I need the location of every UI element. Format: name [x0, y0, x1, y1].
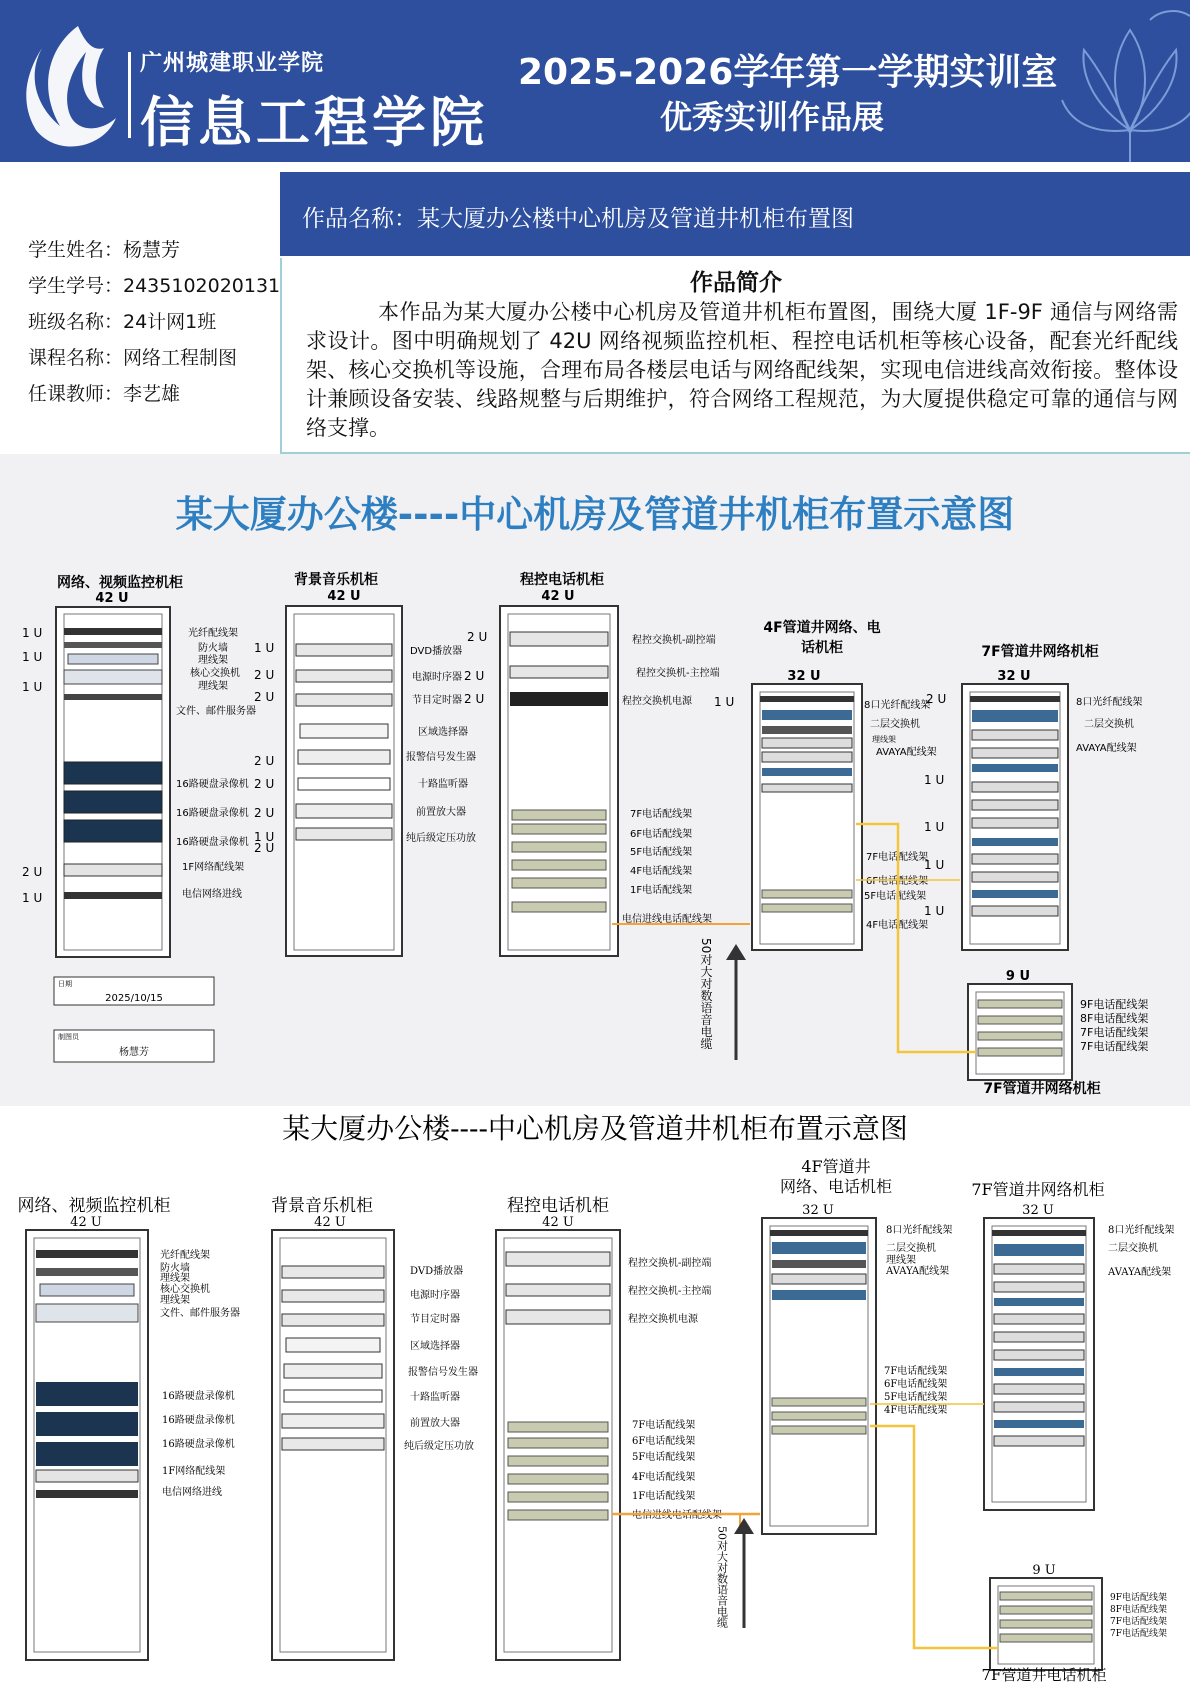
diagram-title: 某大厦办公楼----中心机房及管道井机柜布置示意图	[175, 493, 1015, 536]
cable-arrow-icon	[726, 944, 746, 1060]
cabinet-2	[272, 1230, 394, 1660]
cab5-labels	[1076, 695, 1142, 754]
cab4-name-line2: 话机柜	[801, 640, 843, 656]
cab1-size: 42 U	[70, 1215, 102, 1230]
cab2-size: 42 U	[314, 1215, 346, 1230]
cab3-label: 程控交换机-副控端	[632, 635, 716, 646]
cab5-label: 8口光纤配线架	[1076, 697, 1143, 708]
lotus-decoration-icon	[1060, 0, 1190, 162]
cab4-label: 5F电话配线架	[884, 1392, 948, 1403]
cab4-label: 6F电话配线架	[884, 1379, 948, 1390]
cable-label: 50对大对数语音电缆	[699, 938, 713, 1050]
cab2-label: 十路监听器	[410, 1392, 460, 1403]
intro-text: 本作品为某大厦办公楼中心机房及管道井机柜布置图，围绕大厦 1F-9F 通信与网络需求设计。图中明确规划了 42U 网络视频监控机柜、程控电话机柜等核心设备，配套光纤配线架、核心交换机等设施，合理布局各楼层电话与网络配线架，实现电信进线高效衔接。整体设计兼顾设备安装、线路规整与后期维护，符合网络工程规范，为大厦提供稳定可靠的通信与网络支撑。	[306, 300, 1178, 440]
cabinet-1	[56, 607, 170, 957]
u-mark: 1 U	[924, 773, 945, 787]
cabinet-6	[990, 1578, 1102, 1670]
cab4-size: 32 U	[787, 669, 821, 684]
u-mark: 2 U	[254, 841, 275, 855]
cabinet-6	[968, 984, 1072, 1080]
cab3-size: 42 U	[542, 1215, 574, 1230]
cab5-label: AVAYA配线架	[1108, 1267, 1172, 1278]
cab1-label: 1F网络配线架	[162, 1466, 226, 1477]
cab1-label: 16路硬盘录像机	[162, 1391, 235, 1402]
intro-heading: 作品简介	[690, 270, 782, 296]
u-mark: 2 U	[254, 754, 275, 768]
cab4-label: 二层交换机	[870, 719, 920, 730]
cabinet-3	[500, 606, 618, 956]
cab1-label: 理线架	[160, 1295, 190, 1306]
cab3-label: 6F电话配线架	[630, 829, 693, 840]
cab5-size: 32 U	[997, 669, 1031, 684]
cab4-label: 8口光纤配线架	[864, 700, 931, 711]
cab5-labels	[1107, 1223, 1174, 1278]
exhibition-subtitle: 优秀实训作品展	[660, 98, 885, 136]
cable-arrow-icon	[734, 1518, 754, 1628]
layout-diagram-serif	[0, 1108, 1190, 1683]
cab3-label: 5F电话配线架	[632, 1452, 696, 1463]
cab1-name: 网络、视频监控机柜	[17, 1196, 171, 1216]
cab1-label: 文件、邮件服务器	[176, 706, 256, 717]
cab4-name-line2: 网络、电话机柜	[779, 1177, 893, 1196]
student-id: 学生学号：2435102020131	[28, 275, 281, 297]
cab3-label: 电信进线电话配线架	[622, 914, 712, 925]
cab6-label: 8F电话配线架	[1080, 1012, 1149, 1025]
cab2-label: DVD播放器	[410, 1266, 464, 1277]
cab1-label: 16路硬盘录像机	[176, 779, 249, 790]
course-name: 课程名称：网络工程制图	[28, 347, 238, 369]
u-mark: 1 U	[22, 650, 43, 664]
u-mark: 2 U	[22, 865, 43, 879]
cabinet-2	[286, 606, 402, 956]
cab4-label: 5F电话配线架	[864, 891, 927, 902]
cab2-label: 区域选择器	[410, 1341, 460, 1352]
u-mark: 2 U	[254, 690, 275, 704]
cab3-label: 程控交换机电源	[622, 696, 692, 707]
u-mark: 1 U	[254, 641, 275, 655]
department-name: 信息工程学院	[140, 91, 488, 154]
u-mark: 2 U	[926, 692, 947, 706]
u-mark: 2 U	[467, 630, 488, 644]
cab5-label: AVAYA配线架	[1076, 743, 1137, 754]
cab5-size: 32 U	[1022, 1203, 1054, 1218]
layout-diagram-colored	[0, 454, 1190, 1106]
cabinet-3	[496, 1230, 620, 1660]
u-mark: 1 U	[22, 680, 43, 694]
cab4-label: 理线架	[886, 1255, 916, 1266]
cabinet-4	[752, 684, 862, 950]
drawer-value: 杨慧芳	[119, 1047, 149, 1058]
cab6-label: 7F电话配线架	[1110, 1629, 1167, 1639]
u-mark: 1 U	[22, 626, 43, 640]
cab3-label: 7F电话配线架	[630, 809, 693, 820]
cab5-label: 二层交换机	[1108, 1243, 1158, 1254]
cab6-label: 9F电话配线架	[1080, 998, 1149, 1011]
cab3-name: 程控电话机柜	[520, 572, 604, 588]
cab1-label: 理线架	[198, 681, 228, 692]
cab3-label: 4F电话配线架	[630, 866, 693, 877]
cab4-label: 7F电话配线架	[884, 1366, 948, 1377]
cabinet-5	[962, 684, 1068, 950]
cab2-label: 前置放大器	[410, 1418, 460, 1429]
cab1-label: 光纤配线架	[188, 628, 238, 639]
cab4-name-line1: 4F管道井网络、电	[763, 620, 881, 636]
cab3-label: 程控交换机-主控端	[636, 668, 720, 679]
cab6-name: 7F管道井网络机柜	[983, 1081, 1101, 1097]
cab4-size: 32 U	[802, 1203, 834, 1218]
cab2-label: 电源时序器	[412, 672, 462, 683]
work-title-bar	[280, 172, 1190, 256]
u-mark: 2 U	[464, 692, 485, 706]
cab4-labels	[884, 1223, 952, 1416]
diagram2-title: 某大厦办公楼----中心机房及管道井机柜布置示意图	[282, 1112, 908, 1145]
cab4-label: 理线架	[872, 735, 896, 744]
u-mark: 2 U	[254, 668, 275, 682]
cabinet-4	[762, 1218, 876, 1534]
cab3-label: 程控交换机电源	[628, 1314, 698, 1325]
cab6-label: 8F电话配线架	[1110, 1605, 1167, 1615]
cab3-label: 5F电话配线架	[630, 847, 693, 858]
cab2-label: 报警信号发生器	[406, 752, 476, 763]
cab6-label: 7F电话配线架	[1080, 1026, 1149, 1039]
cabinet-1	[26, 1230, 148, 1660]
cab6-size: 9 U	[1005, 969, 1031, 984]
cab4-label: AVAYA配线架	[886, 1266, 950, 1277]
cab2-label: 报警信号发生器	[408, 1367, 478, 1378]
cab6-labels	[1110, 1591, 1167, 1639]
cabinet-5	[984, 1218, 1094, 1510]
u-mark: 1 U	[924, 820, 945, 834]
cab6-label: 9F电话配线架	[1110, 1593, 1167, 1603]
cab2-name: 背景音乐机柜	[294, 572, 378, 588]
intro-box	[280, 258, 1190, 454]
cab1-label: 理线架	[198, 655, 228, 666]
cab6-size: 9 U	[1032, 1563, 1056, 1578]
date-value: 2025/10/15	[105, 993, 163, 1004]
cab2-label: DVD播放器	[410, 646, 463, 657]
cable-label: 50对大对数语音电缆	[715, 1526, 729, 1628]
cab1-size: 42 U	[95, 591, 129, 606]
cab2-label: 节目定时器	[410, 1314, 460, 1325]
cab4-label: AVAYA配线架	[876, 747, 937, 758]
u-mark: 2 U	[254, 806, 275, 820]
cab1-label: 防火墙	[198, 643, 228, 654]
u-mark: 1 U	[714, 695, 735, 709]
teacher-name: 任课教师：李艺雄	[28, 383, 181, 405]
cab3-label: 4F电话配线架	[632, 1472, 696, 1483]
cab6-label: 7F电话配线架	[1110, 1617, 1167, 1627]
cab1-label: 1F网络配线架	[182, 862, 245, 873]
drawer-label: 制图员	[58, 1033, 79, 1041]
cab6-labels	[1080, 997, 1148, 1053]
u-mark: 1 U	[924, 858, 945, 872]
work-title: 作品名称：某大厦办公楼中心机房及管道井机柜布置图	[302, 206, 854, 232]
cab2-label: 电源时序器	[410, 1290, 460, 1301]
cab3-labels	[628, 1256, 722, 1521]
cab1-label: 16路硬盘录像机	[176, 808, 249, 819]
cab1-label: 16路硬盘录像机	[162, 1439, 235, 1450]
cab1-label: 16路硬盘录像机	[162, 1415, 235, 1426]
cab4-labels	[864, 698, 937, 931]
cab2-label: 十路监听器	[418, 779, 468, 790]
cab3-labels	[622, 633, 720, 925]
cab2-label: 前置放大器	[416, 807, 466, 818]
header-banner	[0, 0, 1190, 162]
cab3-name: 程控电话机柜	[507, 1196, 609, 1216]
cab3-label: 程控交换机-副控端	[628, 1258, 712, 1269]
cab4-label: 6F电话配线架	[866, 876, 929, 887]
date-label: 日期	[58, 980, 72, 988]
cab2-name: 背景音乐机柜	[271, 1196, 373, 1216]
u-mark: 2 U	[254, 777, 275, 791]
cab1-label: 文件、邮件服务器	[160, 1308, 240, 1319]
cab4-label: 8口光纤配线架	[886, 1225, 953, 1236]
cab2-labels	[404, 1264, 478, 1452]
cab1-label: 电信网络进线	[162, 1487, 222, 1498]
u-mark: 1 U	[22, 891, 43, 905]
cab2-label: 区域选择器	[418, 727, 468, 738]
cab1-label: 光纤配线架	[160, 1250, 210, 1261]
cab2-label: 纯后级定压功放	[404, 1441, 474, 1452]
exhibition-title: 2025-2026学年第一学期实训室	[518, 52, 1058, 93]
school-logo-icon	[8, 8, 128, 158]
header-separator	[128, 52, 131, 138]
school-name: 广州城建职业学院	[140, 51, 325, 76]
cab3-label: 6F电话配线架	[632, 1436, 696, 1447]
cab1-name: 网络、视频监控机柜	[57, 575, 183, 591]
cab4-label: 4F电话配线架	[884, 1405, 948, 1416]
cab1-label: 16路硬盘录像机	[176, 837, 249, 848]
u-mark: 2 U	[464, 669, 485, 683]
cab6-label: 7F电话配线架	[1080, 1040, 1149, 1053]
cab1-labels	[176, 626, 256, 900]
student-name: 学生姓名：杨慧芳	[28, 239, 181, 261]
cab2-label: 节目定时器	[412, 695, 462, 706]
cab5-name: 7F管道井网络机柜	[981, 644, 1099, 660]
cab3-label: 1F电话配线架	[630, 885, 693, 896]
cab4-label: 7F电话配线架	[866, 852, 929, 863]
cab3-label: 程控交换机-主控端	[628, 1286, 712, 1297]
cab4-name-line1: 4F管道井	[801, 1157, 871, 1176]
cab1-label: 理线架	[160, 1273, 190, 1284]
cab4-label: 二层交换机	[886, 1243, 936, 1254]
u-mark: 1 U	[254, 830, 275, 844]
cab2-label: 纯后级定压功放	[406, 833, 476, 844]
cab5-label: 8口光纤配线架	[1108, 1225, 1175, 1236]
cab1-label: 防火墙	[160, 1263, 190, 1274]
title-block	[54, 977, 214, 1062]
student-info	[28, 232, 280, 412]
cab2-size: 42 U	[327, 589, 361, 604]
cab1-label: 核心交换机	[160, 1284, 210, 1295]
cab3-label: 电信进线电话配线架	[632, 1510, 722, 1521]
cab1-label: 电信网络进线	[182, 889, 242, 900]
cab5-label: 二层交换机	[1084, 719, 1134, 730]
cab5-name: 7F管道井网络机柜	[971, 1180, 1105, 1199]
cab3-size: 42 U	[541, 589, 575, 604]
u-mark: 1 U	[924, 904, 945, 918]
cab4-label: 4F电话配线架	[866, 920, 929, 931]
cab3-label: 7F电话配线架	[632, 1420, 696, 1431]
cab6-name: 7F管道井电话机柜	[981, 1666, 1107, 1683]
class-name: 班级名称：24计网1班	[28, 311, 217, 333]
cab1-label: 核心交换机	[190, 668, 240, 679]
cab1-labels	[160, 1248, 240, 1498]
cab3-label: 1F电话配线架	[632, 1491, 696, 1502]
